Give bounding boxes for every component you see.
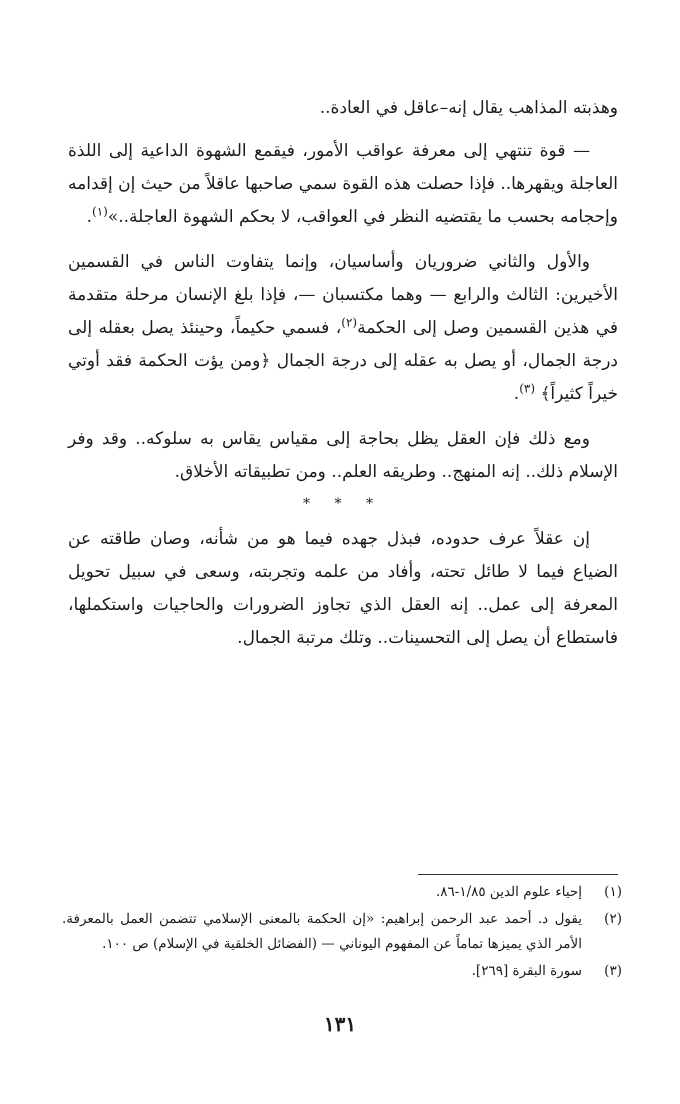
paragraph-2-text: — قوة تنتهي إلى معرفة عواقب الأمور، فيقمع الشهوة الداعية إلى اللذة العاجلة ويقهرها.. فإذا حصلت هذه القوة سمي صاحبها عاقلاً من حيث إن إقدامه وإحجامه بحسب ما يقتضيه النظر في العواقب، لا بحكم الشهوة العاجلة..»: [68, 141, 618, 227]
paragraph-4: ومع ذلك فإن العقل يظل بحاجة إلى مقياس يقاس به سلوكه.. وقد وفر الإسلام ذلك.. إنه المنهج.. وطريقه العلم.. ومن تطبيقاته الأخلاق.: [68, 429, 618, 482]
footnote-text: سورة البقرة [٢٦٩].: [471, 963, 582, 979]
footnote-item: [62, 907, 622, 957]
paragraph-3-text-b: ، فسمي حكيماً، وحينئذ يصل بعقله إلى درجة الجمال، أو يصل به عقله إلى درجة الجمال ﴿ومن يؤت الحكمة فقد أوتي خيراً كثيراً﴾: [68, 318, 618, 404]
paragraph-1: وهذبته المذاهب يقال إنه–عاقل في العادة..: [319, 98, 618, 118]
page-number: ١٣١: [323, 1012, 357, 1036]
footnote-number: (٢): [604, 911, 622, 927]
footnote-divider: [418, 874, 618, 875]
paragraph-2: — قوة تنتهي إلى معرفة عواقب الأمور، فيقمع الشهوة الداعية إلى اللذة العاجلة ويقهرها.. فإذا حصلت هذه القوة سمي صاحبها عاقلاً من حيث إن إقدامه وإحجامه بحسب ما يقتضيه النظر في العواقب، لا بحكم الشهوة العاجلة..»$^{(١)}$.: [68, 141, 618, 227]
footnote-ref-2[interactable]: (٢): [341, 315, 358, 330]
footnote-text: إحياء علوم الدين ١/٨٥-٨٦.: [435, 884, 582, 900]
main-text: [68, 92, 618, 655]
section-separator: * * *: [303, 496, 383, 512]
paragraph-3-text-a: والأول والثاني ضروريان وأساسيان، وإنما يتفاوت الناس في القسمين الأخيرين: الثالث والرابع — وهما مكتسبان —، فإذا بلغ الإنسان مرحلة متقدمة في هذين القسمين وصل إلى الحكمة: [68, 252, 618, 338]
footnote-ref-3[interactable]: (٣): [519, 381, 536, 396]
footnote-number: (١): [604, 884, 622, 900]
footnote-ref-1[interactable]: (١): [92, 204, 108, 219]
footnotes: [62, 880, 622, 986]
footnote-number: (٣): [604, 963, 622, 979]
footnote-text: يقول د. أحمد عبد الرحمن إبراهيم: «إن الحكمة بالمعنى الإسلامي تتضمن العمل بالمعرفة. الأمر الذي يميزها تماماً عن المفهوم اليوناني — (الفضائل الخلقية في الإسلام) ص ١٠٠.: [62, 911, 582, 952]
footnote-item: [62, 880, 622, 905]
footnote-item: [62, 959, 622, 984]
paragraph-3: والأول والثاني ضروريان وأساسيان، وإنما يتفاوت الناس في القسمين الأخيرين: الثالث والرابع — وهما مكتسبان —، فإذا بلغ الإنسان مرحلة متقدمة في هذين القسمين وصل إلى الحكمة$^{(٢)}$، فسمي حكيماً، وحينئذ يصل بعقله إلى درجة الجمال، أو يصل به عقله إلى درجة الجمال ﴿ومن يؤت الحكمة فقد أوتي خيراً كثيراً﴾ $^{(٣)}$.: [68, 252, 618, 404]
paragraph-5: إن عقلاً عرف حدوده، فبذل جهده فيما هو من شأنه، وصان طاقته عن الضياع فيما لا طائل تحته، وأفاد من علمه وتجربته، وسعى في سبيل تحويل المعرفة إلى عمل.. إنه العقل الذي تجاوز الضرورات والحاجيات واستكملها، فاستطاع أن يصل إلى التحسينات.. وتلك مرتبة الجمال.: [68, 529, 618, 648]
